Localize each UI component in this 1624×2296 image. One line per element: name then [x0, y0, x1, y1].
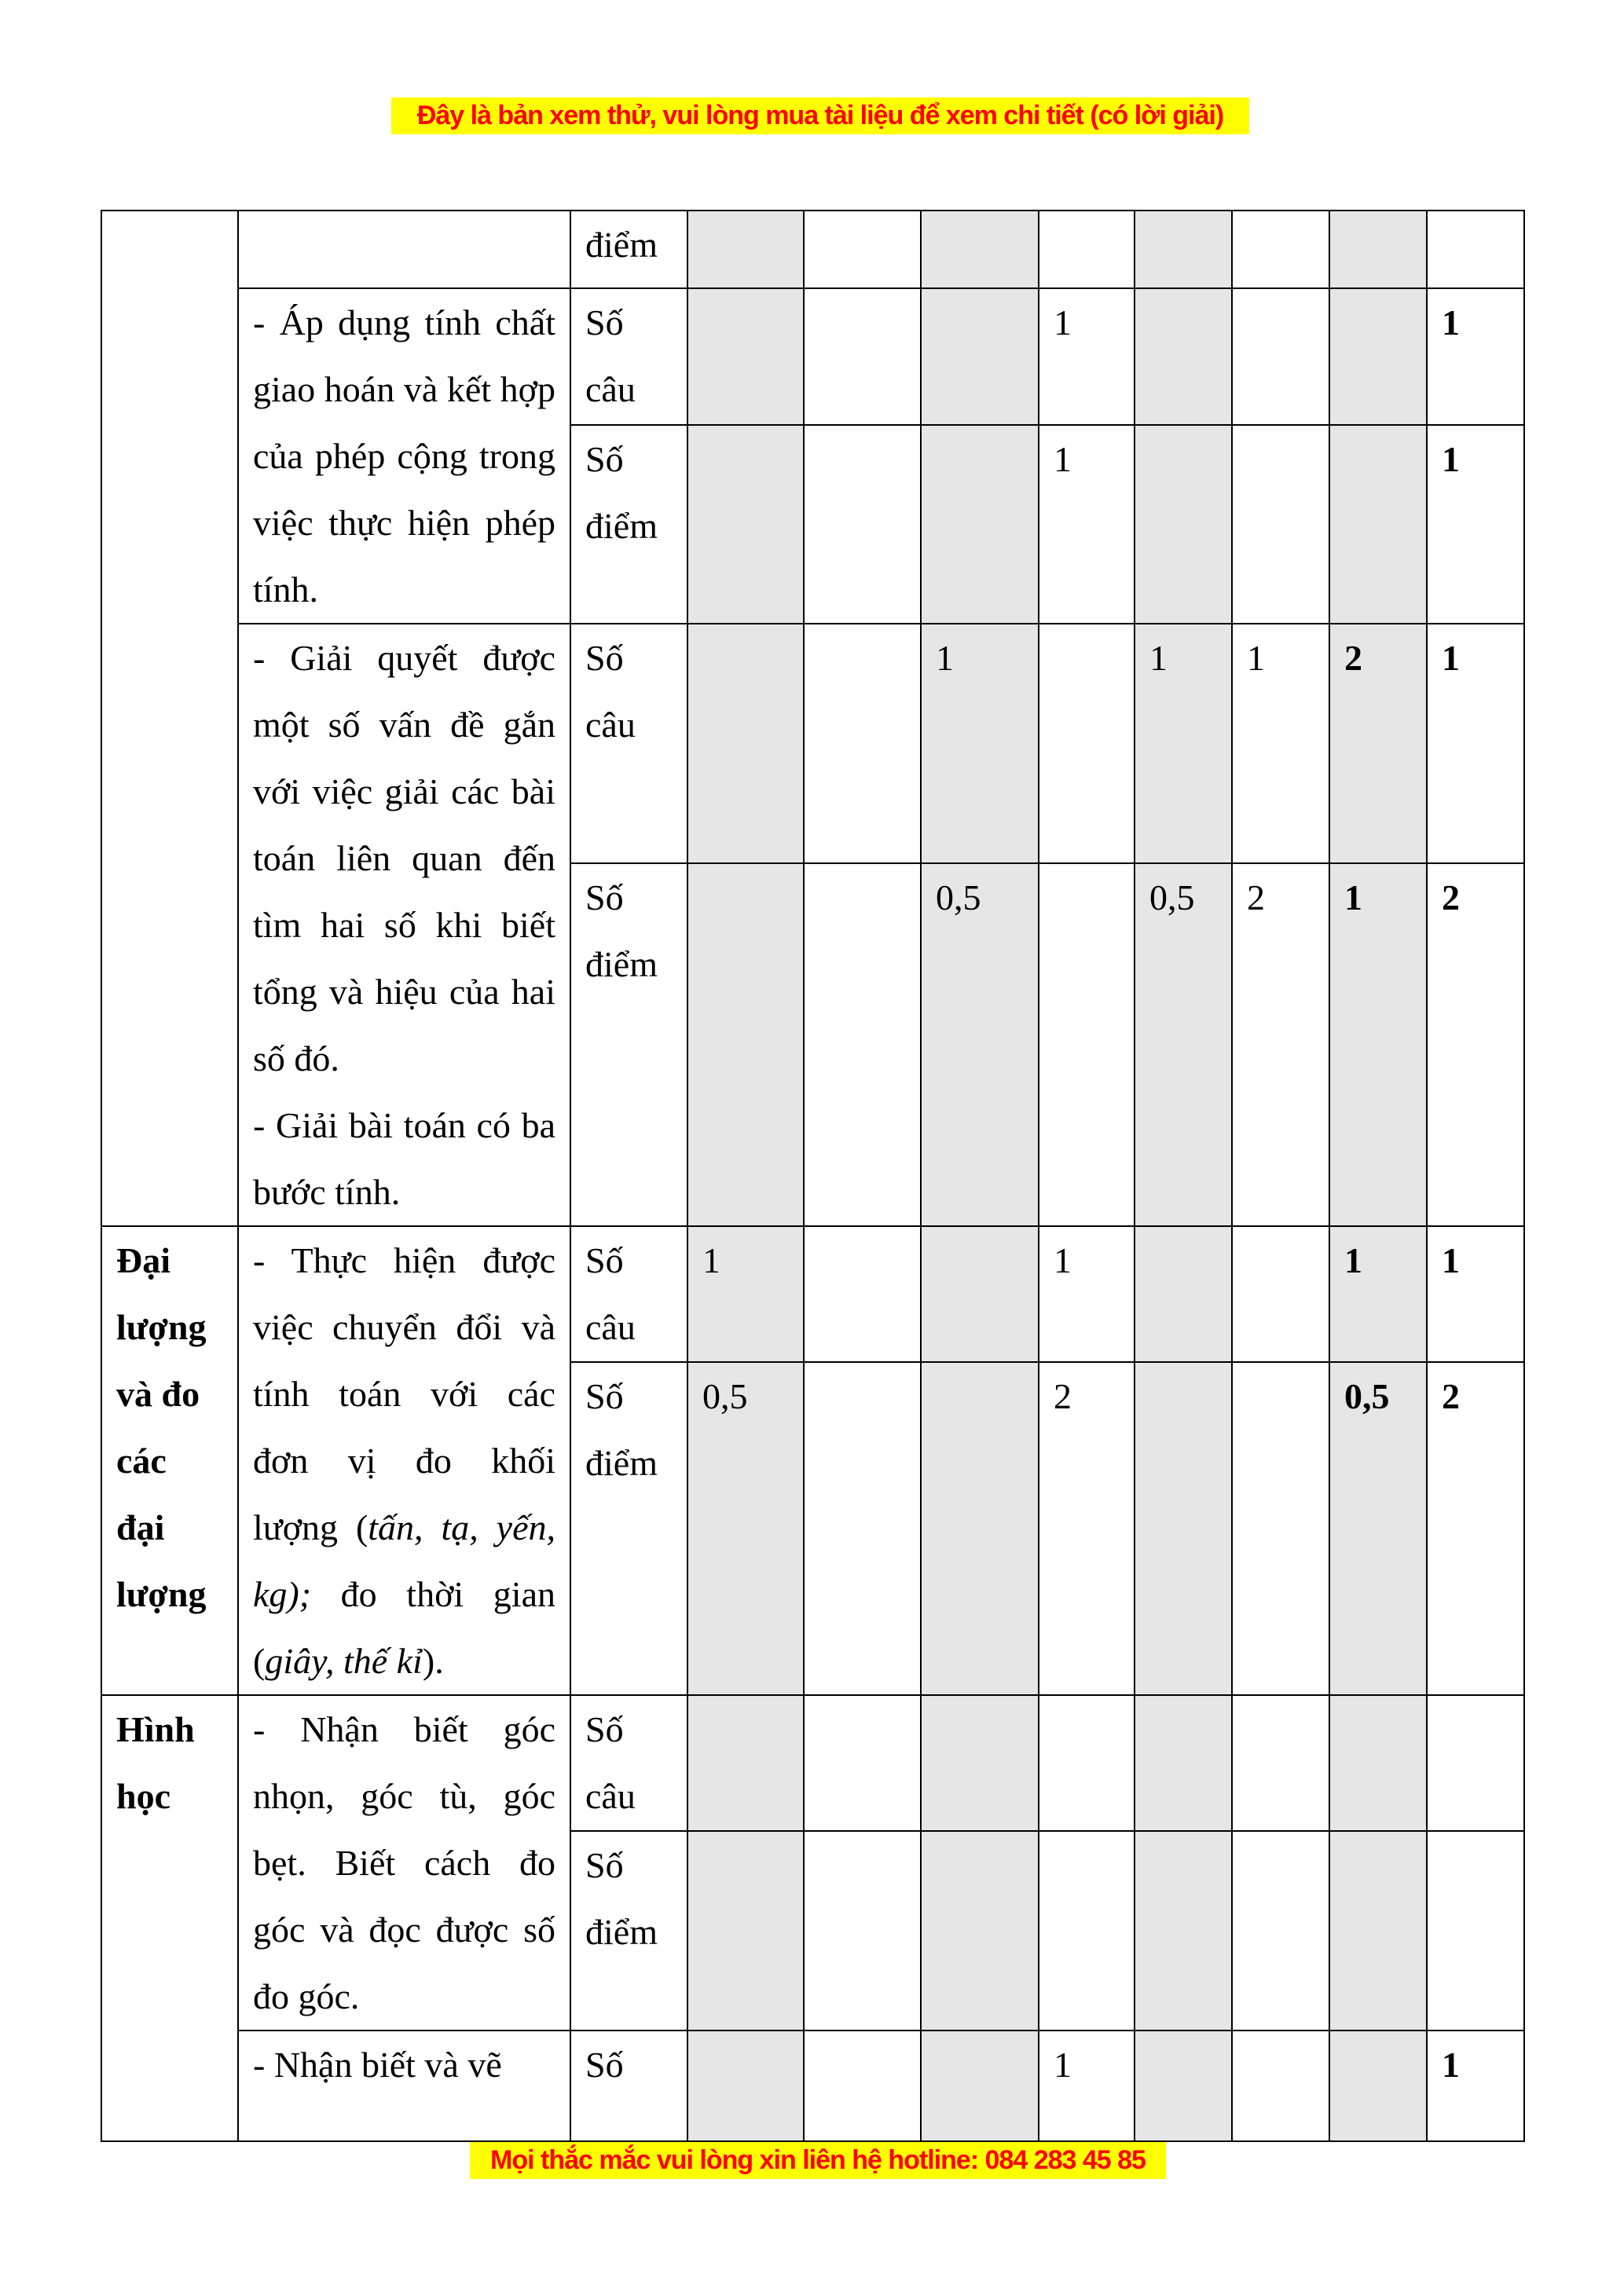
value-cell: 1	[921, 624, 1039, 863]
value-cell	[687, 1831, 804, 2031]
value-cell	[1039, 1695, 1135, 1831]
value-cell	[1135, 288, 1232, 425]
value-cell	[1135, 1226, 1232, 1362]
value-cell: 1	[1232, 624, 1329, 863]
table-row	[101, 211, 1524, 288]
value-cell: 1	[1329, 1226, 1427, 1362]
value-cell	[687, 425, 804, 624]
value-cell: 1	[1427, 425, 1524, 624]
hotline-banner: Mọi thắc mắc vui lòng xin liên hệ hotline: 084 283 45 85	[470, 2142, 1166, 2179]
value-cell: 1	[1039, 2031, 1135, 2141]
value-cell	[1232, 1362, 1329, 1695]
description-line: - Giải bài toán có ba bước tính.	[253, 1105, 555, 1212]
value-cell	[804, 624, 921, 863]
value-cell	[921, 2031, 1039, 2141]
value-cell	[1039, 863, 1135, 1226]
value-cell: 2	[1427, 863, 1524, 1226]
value-cell	[1427, 1831, 1524, 2031]
value-cell	[1232, 1831, 1329, 2031]
value-cell	[804, 288, 921, 425]
value-cell	[921, 288, 1039, 425]
value-cell	[687, 1695, 804, 1831]
value-cell	[687, 288, 804, 425]
value-cell: 0,5	[1329, 1362, 1427, 1695]
description-text: giây, thế kỉ	[265, 1641, 423, 1681]
value-cell	[1232, 1226, 1329, 1362]
value-cell	[1232, 425, 1329, 624]
value-cell	[921, 211, 1039, 288]
value-cell	[1329, 211, 1427, 288]
value-cell	[1135, 425, 1232, 624]
value-cell	[921, 425, 1039, 624]
value-cell: 1	[687, 1226, 804, 1362]
description-text: đo thời gian (	[253, 1574, 555, 1681]
value-cell: 2	[1427, 1362, 1524, 1695]
description-line: - Áp dụng tính chất giao hoán và kết hợp của phép cộng trong việc thực hiện phép tính.	[253, 302, 555, 610]
description-cell	[238, 288, 570, 624]
value-cell	[1427, 211, 1524, 288]
topic-cell: Đại lượng và đo các đại lượng	[101, 1226, 238, 1695]
metric-label: Số điểm	[570, 1831, 687, 2031]
metric-label: Số câu	[570, 288, 687, 425]
value-cell	[687, 863, 804, 1226]
value-cell: 1	[1135, 624, 1232, 863]
value-cell	[804, 1831, 921, 2031]
value-cell	[921, 1831, 1039, 2031]
value-cell: 1	[1039, 288, 1135, 425]
topic-cell: Hình học	[101, 1695, 238, 2141]
value-cell	[1039, 1831, 1135, 2031]
value-cell: 1	[1329, 863, 1427, 1226]
value-cell	[1232, 211, 1329, 288]
value-cell	[1329, 425, 1427, 624]
value-cell	[687, 2031, 804, 2141]
value-cell	[1329, 2031, 1427, 2141]
description-cell	[238, 211, 570, 288]
value-cell	[804, 2031, 921, 2141]
table-row	[101, 288, 1524, 425]
description-cell	[238, 1695, 570, 2031]
value-cell	[1329, 1695, 1427, 1831]
value-cell	[1427, 1695, 1524, 1831]
value-cell	[687, 211, 804, 288]
metric-label: Số điểm	[570, 863, 687, 1226]
metric-label: Số câu	[570, 1695, 687, 1831]
value-cell	[1135, 211, 1232, 288]
topic-cell	[101, 211, 238, 1226]
value-cell	[1232, 1695, 1329, 1831]
preview-notice-banner: Đây là bản xem thử, vui lòng mua tài liệu để xem chi tiết (có lời giải)	[391, 97, 1249, 134]
value-cell	[687, 624, 804, 863]
description-cell	[238, 1226, 570, 1695]
value-cell: 2	[1329, 624, 1427, 863]
description-line: - Giải quyết được một số vấn đề gắn với việc giải các bài toán liên quan đến tìm hai số khi biết tổng và hiệu của hai số đó.	[253, 638, 555, 1078]
value-cell: 2	[1039, 1362, 1135, 1695]
value-cell	[1135, 2031, 1232, 2141]
metric-label: Số điểm	[570, 1362, 687, 1695]
value-cell: 1	[1427, 288, 1524, 425]
description-text: ).	[422, 1641, 444, 1681]
value-cell: 1	[1039, 1226, 1135, 1362]
value-cell	[921, 1362, 1039, 1695]
table-row	[101, 624, 1524, 863]
value-cell	[1232, 2031, 1329, 2141]
value-cell	[1329, 1831, 1427, 2031]
value-cell: 1	[1427, 2031, 1524, 2141]
value-cell: 2	[1232, 863, 1329, 1226]
value-cell	[1039, 211, 1135, 288]
metric-label: điểm	[570, 211, 687, 288]
value-cell	[804, 425, 921, 624]
description-text: tấn, tạ, yến, kg);	[253, 1507, 555, 1614]
value-cell	[804, 1695, 921, 1831]
description-cell	[238, 624, 570, 1226]
value-cell: 1	[1039, 425, 1135, 624]
value-cell	[1039, 624, 1135, 863]
value-cell	[1329, 288, 1427, 425]
description-cell	[238, 2031, 570, 2141]
value-cell	[1232, 288, 1329, 425]
value-cell	[1135, 1831, 1232, 2031]
value-cell	[804, 863, 921, 1226]
table-row	[101, 1695, 1524, 1831]
value-cell: 1	[1427, 1226, 1524, 1362]
value-cell	[1135, 1695, 1232, 1831]
metric-label: Số	[570, 2031, 687, 2141]
description-text: - Thực hiện được việc chuyển đổi và tính toán với các đơn vị đo khối lượng (	[253, 1240, 555, 1547]
value-cell	[804, 1226, 921, 1362]
table-row	[101, 2031, 1524, 2141]
metric-label: Số câu	[570, 624, 687, 863]
metric-label: Số điểm	[570, 425, 687, 624]
value-cell: 0,5	[1135, 863, 1232, 1226]
table-row	[101, 1226, 1524, 1362]
value-cell	[921, 1226, 1039, 1362]
value-cell: 1	[1427, 624, 1524, 863]
value-cell	[804, 211, 921, 288]
matrix-table	[101, 210, 1525, 2142]
description-line: - Nhận biết góc nhọn, góc tù, góc bẹt. Biết cách đo góc và đọc được số đo góc.	[253, 1709, 555, 2016]
metric-label: Số câu	[570, 1226, 687, 1362]
value-cell: 0,5	[921, 863, 1039, 1226]
value-cell: 0,5	[687, 1362, 804, 1695]
value-cell	[1135, 1362, 1232, 1695]
value-cell	[921, 1695, 1039, 1831]
description-line: - Nhận biết và vẽ	[253, 2045, 502, 2085]
value-cell	[804, 1362, 921, 1695]
